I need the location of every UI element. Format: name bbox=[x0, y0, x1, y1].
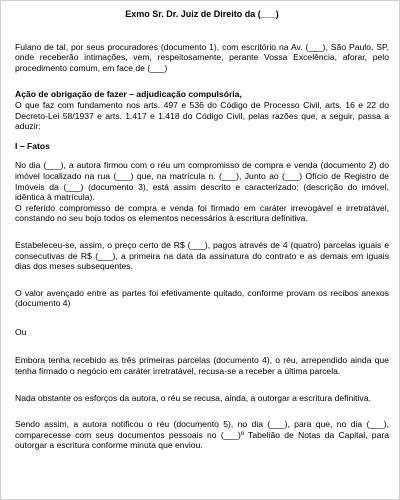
section-heading: I – Fatos bbox=[15, 140, 50, 151]
paragraph-facts-2: O referido compromisso de compra e venda foi firmado em caráter irrevogável e irretratável, constando no seu bojo todos os elementos necessários à escritura definitiva. bbox=[15, 202, 389, 224]
paragraph-refusal: Nada obstante os esforços da autora, o réu se recusa, ainda, a outorgar a escritura definitiva. bbox=[15, 392, 371, 403]
document-title: Exmo Sr. Dr. Juiz de Direito da (___) bbox=[125, 9, 279, 19]
intro-paragraph: Fulano de tal, por seus procuradores (documento 1), com escritório na Av. (___), São Paulo, SP, onde receberão intimações, vem, respeitosamente, perante Vossa Excelência, aforar, pelo procedimento comum, em face de (___) bbox=[15, 41, 389, 73]
action-title: Ação de obrigação de fazer – adjudicação compulsória, bbox=[15, 89, 242, 100]
paragraph-or: Ou bbox=[15, 326, 27, 337]
paragraph-installments: Embora tenha recebido as três primeiras parcelas (documento 4), o réu, arrependido ainda que tenha firmado o negócio em caráter irretratável, recusa-se a receber a última parcela. bbox=[15, 355, 389, 377]
paragraph-notification: Sendo assim, a autora notificou o réu (documento 5), no dia (___), para que, no dia (___), comparecesse com seus documentos pessoais no (___)º Tabelião de Notas da Capital, para outorgar a escritura conforme minuta que enviou. bbox=[15, 419, 389, 451]
paragraph-facts-1: No dia (___), a autora firmou com o réu um compromisso de compra e venda (documento 2) do imóvel localizado na rua (___) que, na matrícula n. (___), Junto ao (___) Ofício de Registro de Imóveis da (___) (documento 3), está assim descrito e caracterizado: (descrição do imóvel, idêntica à matrícula). bbox=[15, 160, 389, 203]
paragraph-paid: O valor avençado entre as partes foi efetivamente quitado, conforme provam os recibos anexos (documento 4) bbox=[15, 287, 389, 309]
paragraph-price: Estabeleceu-se, assim, o preço certo de R$ (___), pagos através de 4 (quatro) parcelas iguais e consecutivas de R$ (___), a primeira na data da assinatura do contrato e as demais em iguais dias dos meses subsequentes. bbox=[15, 239, 389, 272]
action-paragraph: O que faz com fundamento nos arts. 497 e 536 do Código de Processo Civil, arts. 16 e 22 do Decreto-Lei 58/1937 e arts. 1.417 e 1.418 do Código Civil, pelas razões que, a seguir, passa a aduzir: bbox=[15, 99, 389, 132]
